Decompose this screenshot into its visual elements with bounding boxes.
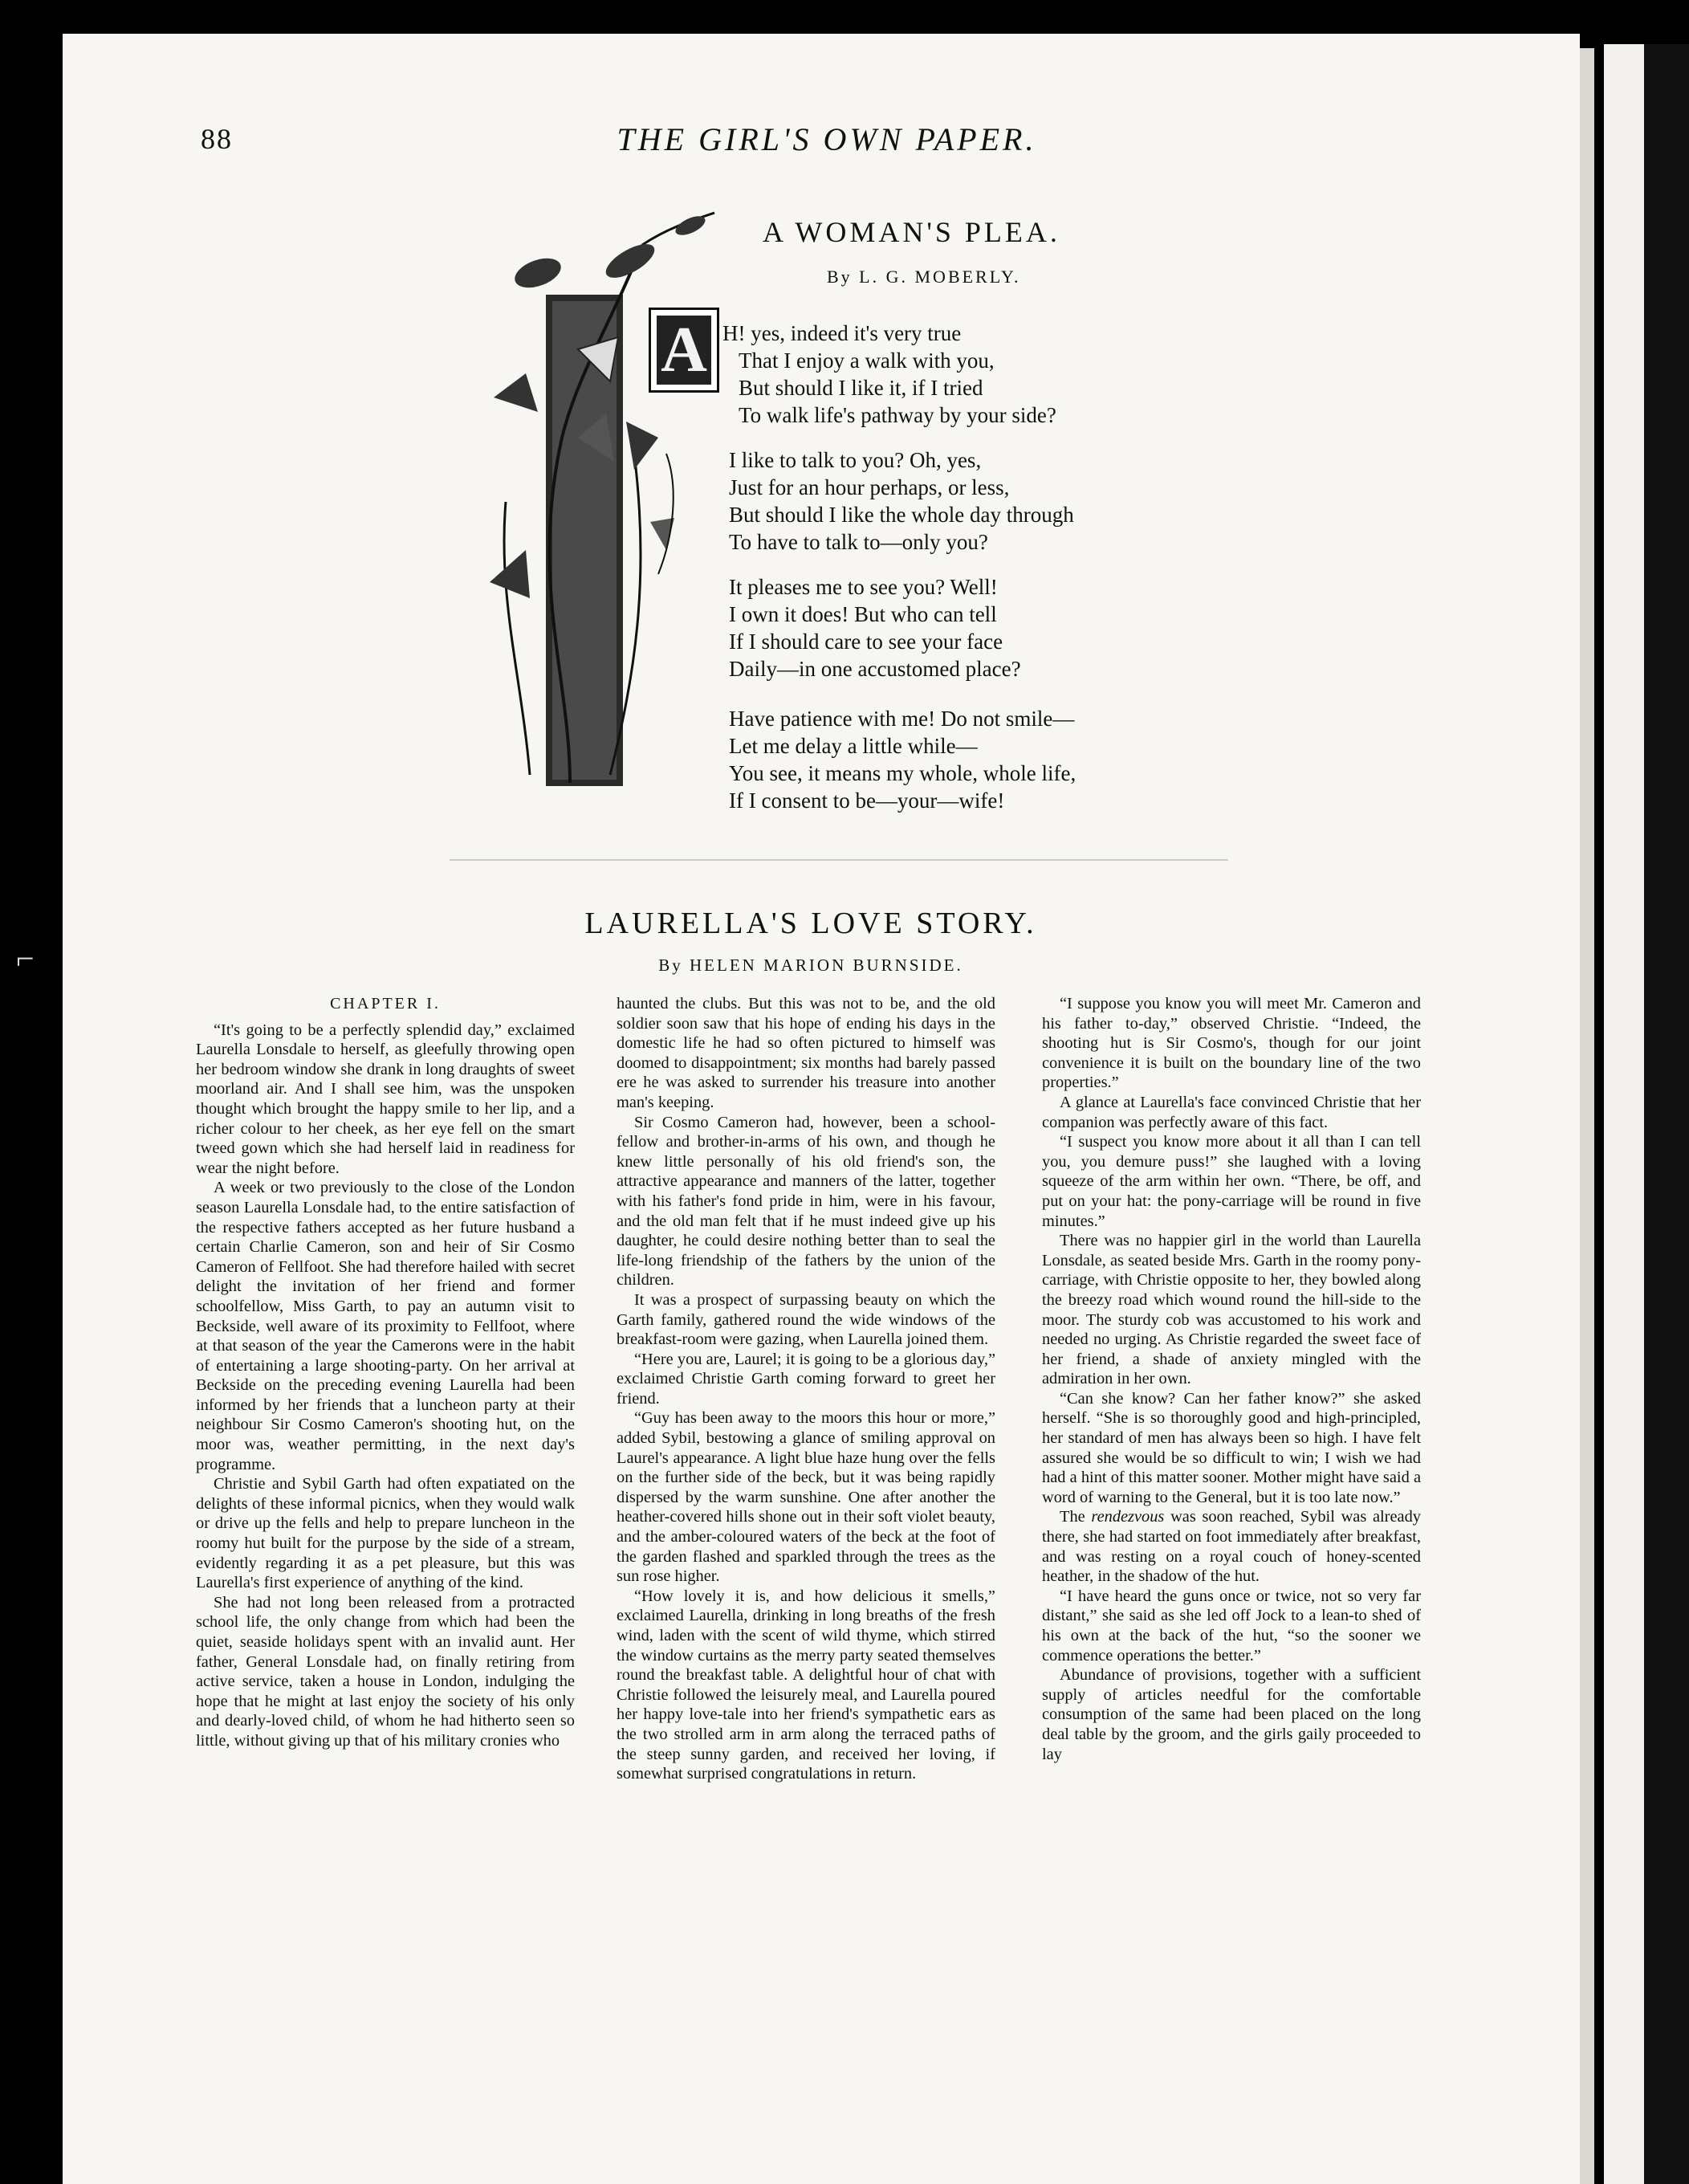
poem-line: To have to talk to—only you? <box>729 530 988 554</box>
story-author: By HELEN MARION BURNSIDE. <box>658 956 963 975</box>
next-page-edge <box>1604 44 1644 2184</box>
poem-line: Just for an hour perhaps, or less, <box>729 475 1010 499</box>
paragraph: “Here you are, Laurel; it is going to be a glorious day,” exclaimed Christie Garth coming forward to greet her friend. <box>617 1350 995 1408</box>
poem-stanza <box>729 705 1076 814</box>
page-number: 88 <box>201 123 233 155</box>
poem-line: I own it does! But who can tell <box>729 602 997 626</box>
poem-line: It pleases me to see you? Well! <box>729 575 998 599</box>
poem-line: Daily—in one accustomed place? <box>729 657 1021 681</box>
poem-line: To walk life's pathway by your side? <box>739 403 1056 427</box>
italic-word: rendezvous <box>1091 1508 1165 1526</box>
paragraph: haunted the clubs. But this was not to be, and the old soldier soon saw that his hope of ending his days in the domestic life he had so often pictured to himself was doomed to disappointment; six months had barely passed ere he was asked to surrender his treasure into another man's keeping. <box>617 995 995 1111</box>
running-title: THE GIRL'S OWN PAPER. <box>617 121 1037 157</box>
paragraph: “Guy has been away to the moors this hour or more,” added Sybil, bestowing a glance of smiling approval on Laurel's appearance. A light blue haze hung over the fells on the further side of the beck, but it was being rapidly dispersed by the warm sunshine. One after another the heather-covered hills shone out in their soft violet beauty, and the amber-coloured waters of the beck at the foot of the garden flashed and sparkled through the trees as the sun rose higher. <box>617 1409 995 1586</box>
text-run: The <box>1060 1508 1085 1526</box>
poem-title: A WOMAN'S PLEA. <box>763 216 1060 248</box>
section-divider <box>450 859 1228 861</box>
paragraph: It was a prospect of surpassing beauty on which the Garth family, gathered round the wide windows of the breakfast-room were gazing, when Laurella joined them. <box>617 1290 995 1349</box>
paragraph: “I suspect you know more about it all than I can tell you, you demure puss!” she laughed with a loving squeeze of the arm within her own. “There, be off, and put on your hat: the pony-carriage will be round in five minutes.” <box>1042 1133 1421 1230</box>
text-column-2 <box>617 994 995 2030</box>
poem-line: H! yes, indeed it's very true <box>722 321 962 345</box>
paragraph: There was no happier girl in the world than Laurella Lonsdale, as seated beside Mrs. Garth in the roomy pony-carriage, with Christie opposite to her, they bowled along the breezy road which wound round the hill-side to the moor. The sturdy cob was accustomed to his work and needed no urging. As Christie regarded the sweet face of her friend, a shade of anxiety mingled with the admiration in her own. <box>1042 1232 1421 1388</box>
bellflower-illustration <box>450 197 722 815</box>
poem-author: By L. G. MOBERLY. <box>827 267 1021 287</box>
poem-line: If I consent to be—your—wife! <box>729 788 1005 813</box>
poem-line: If I should care to see your face <box>729 630 1003 654</box>
paragraph: Christie and Sybil Garth had often expatiated on the delights of these informal picnics, when they would walk or drive up the fells and help to prepare luncheon in the roomy hut built for the purpose by the side of a stream, evidently regarding it as a pet pleasure, but this was Laurella's first experience of anything of the kind. <box>196 1475 575 1592</box>
poem-line: That I enjoy a walk with you, <box>739 348 995 373</box>
poem-line: You see, it means my whole, whole life, <box>729 761 1076 785</box>
text-run: was soon reached, Sybil was already there, she had started on foot immediately after breakfast, and was resting on a royal couch of honey-scented heather, in the shadow of the hut. <box>1042 1508 1421 1586</box>
poem-line: Let me delay a little while— <box>729 734 978 758</box>
text-column-3 <box>1042 994 1421 2030</box>
text-column-1 <box>196 994 575 2030</box>
paragraph <box>1042 1507 1421 1586</box>
edge-shadow <box>1644 44 1689 2184</box>
page-edge <box>1580 48 1594 2184</box>
paragraph: “Can she know? Can her father know?” she asked herself. “She is so thoroughly good and high-principled, her standard of men has always been so high. I have felt assured she would be so difficult to win; I wish we had had a hint of this matter sooner. Mother might have said a word of warning to the General, but it is too late now.” <box>1042 1389 1421 1506</box>
paragraph: She had not long been released from a protracted school life, the only change from which had been the quiet, seaside holidays spent with an invalid aunt. Her father, General Lonsdale had, on finally retiring from active service, taken a house in London, indulging the hope that he might at last enjoy the society of his only and dearly-loved child, of whom he had hitherto seen so little, without giving up that of his military cronies who <box>196 1593 575 1750</box>
paragraph: “How lovely it is, and how delicious it smells,” exclaimed Laurella, drinking in long breaths of the fresh wind, laden with the scent of wild thyme, which stirred the window curtains as the merry party seated themselves round the breakfast table. A delightful hour of chat with Christie followed the leisurely meal, and Laurella poured her happy love-tale into her friend's sympathetic ears as the two strolled arm in arm along the terraced paths of the steep sunny garden, and received her loving, if somewhat surprised congratulations in return. <box>617 1587 995 1783</box>
paragraph: “It's going to be a perfectly splendid day,” exclaimed Laurella Lonsdale to herself, as gleefully throwing open her bedroom window she drank in long draughts of sweet moorland air. And I shall see him, was the unspoken thought which brought the happy smile to her lip, and a richer colour to her cheek, as her eye fell on the smart tweed gown which she had herself laid in readiness for wear the night before. <box>196 1021 575 1177</box>
story-title: LAURELLA'S LOVE STORY. <box>584 907 1037 940</box>
poem-stanza <box>729 446 1074 556</box>
chapter-heading: CHAPTER I. <box>330 995 441 1013</box>
poem-stanza <box>729 573 1021 682</box>
scan-mark: ⌐ <box>16 940 35 976</box>
paragraph: “I have heard the guns once or twice, not so very far distant,” she said as she led off Jock to a lean-to shed of his own at the back of the hut, “so the sooner we commence operations the better.” <box>1042 1587 1421 1664</box>
paragraph: “I suppose you know you will meet Mr. Cameron and his father to-day,” observed Christie. “Indeed, the shooting hut is Sir Cosmo's, though for our joint convenience it is built on the boundary line of the two properties.” <box>1042 995 1421 1092</box>
poem-line: But should I like the whole day through <box>729 503 1074 527</box>
paragraph: A glance at Laurella's face convinced Christie that her companion was perfectly aware of this fact. <box>1042 1093 1421 1131</box>
drop-cap-letter: A <box>657 316 711 385</box>
poem-line: I like to talk to you? Oh, yes, <box>729 448 982 472</box>
drop-cap <box>649 308 719 393</box>
poem-line: Have patience with me! Do not smile— <box>729 707 1075 731</box>
paragraph: A week or two previously to the close of the London season Laurella Lonsdale had, to the entire satisfaction of the respective fathers accepted as her future husband a certain Charlie Cameron, son and heir of Sir Cosmo Cameron of Fellfoot. She had therefore hailed with secret delight the invitation of her friend and former schoolfellow, Miss Garth, to pay an autumn visit to Beckside, well aware of its proximity to Fellfoot, where at that season of the year the Camerons were in the habit of entertaining a large shooting-party. On her arrival at Beckside on the preceding evening Laurella had been informed by her friends that a luncheon party at their neighbour Sir Cosmo Cameron's shooting hut, on the moor was, weather permitting, in the next day's programme. <box>196 1179 575 1473</box>
poem-line: But should I like it, if I tried <box>739 376 983 400</box>
poem-stanza <box>722 320 1056 429</box>
paragraph: Abundance of provisions, together with a sufficient supply of articles needful for the comfortable consumption of the same had been placed on the long deal table by the groom, and the girls gaily proceeded to lay <box>1042 1666 1421 1763</box>
paragraph: Sir Cosmo Cameron had, however, been a school-fellow and brother-in-arms of his own, and though he knew little personally of his old friend's son, the attractive appearance and manners of the latter, together with his father's fond pride in him, were in his favour, and the old man felt that if he must indeed give up his daughter, he could desire nothing better than to seal the life-long friendship of the fathers by the union of the children. <box>617 1113 995 1290</box>
